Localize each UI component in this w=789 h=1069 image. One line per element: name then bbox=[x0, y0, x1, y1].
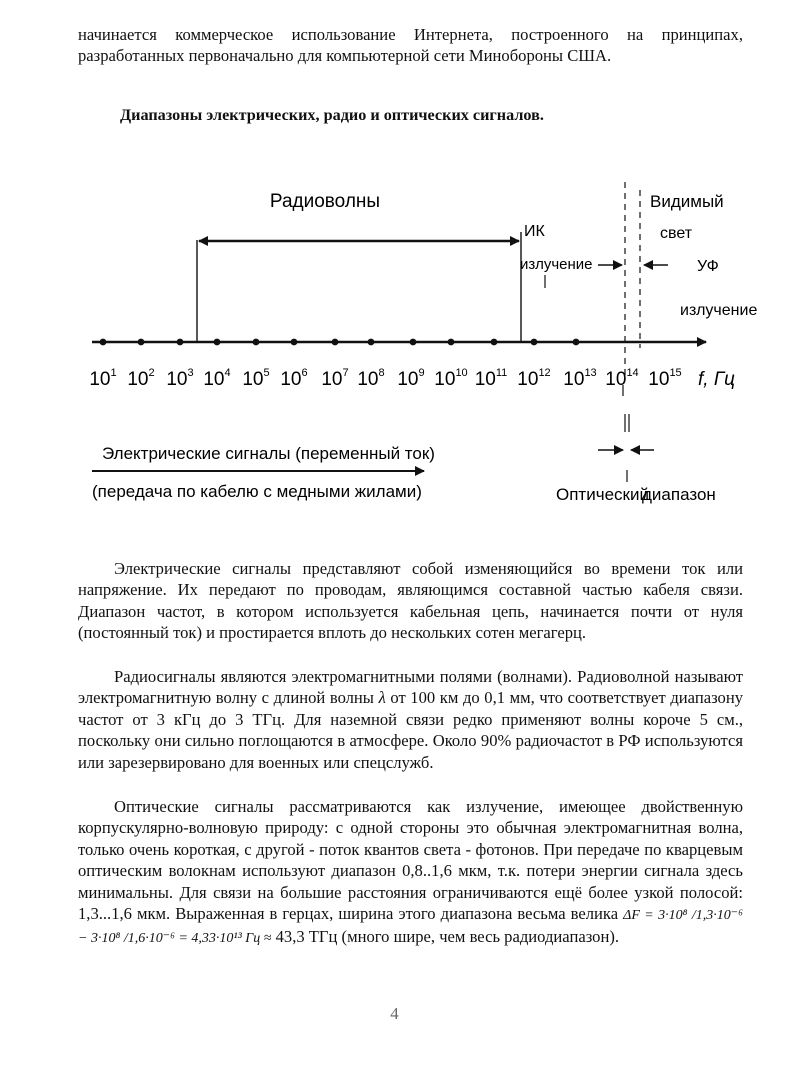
axis-dot-10 bbox=[448, 339, 455, 346]
tick-label-1e14: $10^{14}$ bbox=[605, 367, 639, 390]
axis-dot-2 bbox=[138, 339, 145, 346]
tick-label-1e12: $10^{12}$ bbox=[517, 367, 551, 390]
axis-dot-3 bbox=[177, 339, 184, 346]
bandwidth-formula: ΔF = 3·10⁸ /1,3·10⁻⁶ − 3·10⁸ /1,6·10⁻⁶ = 4,33·10¹³ Гц ≈ bbox=[78, 908, 744, 947]
axis-dot-5 bbox=[253, 339, 260, 346]
axis-dot-7 bbox=[332, 339, 339, 346]
tick-label-1e6: $10^6$ bbox=[280, 367, 308, 390]
tick-label-1e9: $10^9$ bbox=[397, 367, 425, 390]
axis-dot-11 bbox=[491, 339, 498, 346]
axis-dot-9 bbox=[410, 339, 417, 346]
electrical-signals-label: Электрические сигналы (переменный ток) bbox=[102, 444, 435, 463]
axis-tick-labels bbox=[89, 367, 681, 390]
optical-signals-paragraph bbox=[78, 796, 743, 950]
tick-label-1e13: $10^{13}$ bbox=[563, 367, 597, 390]
ir-label-line1: ИК bbox=[524, 223, 545, 240]
page-number: 4 bbox=[390, 1004, 399, 1023]
frequency-spectrum-diagram bbox=[0, 170, 789, 530]
axis-dot-12 bbox=[531, 339, 538, 346]
tick-label-1e10: $10^{10}$ bbox=[434, 367, 468, 390]
axis-unit-label: f, Гц bbox=[698, 369, 736, 390]
tick-label-1e1: $10^1$ bbox=[89, 367, 117, 390]
optical-paragraph-part1: Оптические сигналы рассматриваются как излучение, имеющее двойственную корпускулярно-волновую природу: с одной стороны это обычная электромагнитная волна, только очень короткая, с другой - поток квантов света - фотонов. При передаче по кварцевым оптическим волокнам используют диапазон 0,8..1,6 мкм, т.к. потери энергии сигнала здесь минимальны. Для связи на большие расстояния ограничиваются ещё более узкой полосой: 1,3...1,6 мкм. Выраженная в герцах, ширина этого диапазона весьма велика bbox=[78, 797, 743, 924]
electrical-signals-sublabel: (передача по кабелю с медными жилами) bbox=[92, 482, 422, 501]
range-label: диапазон bbox=[642, 485, 716, 504]
tick-label-1e11: $10^{11}$ bbox=[474, 367, 508, 390]
electrical-signals-paragraph: Электрические сигналы представляют собой изменяющийся во времени ток или напряжение. Их передают по проводам, являющимся составной частью кабеля связи. Диапазон частот, в котором используется кабельная цепь, начинается почти от нуля (постоянный ток) и простирается вплоть до нескольких сотен мегагерц. bbox=[78, 559, 743, 643]
tick-label-1e8: $10^8$ bbox=[357, 367, 385, 390]
intro-text: начинается коммерческое использование Интернета, построенного на принципах, разработанных первоначально для компьютерной сети Минобороны США. bbox=[78, 25, 743, 66]
ir-label-line2: излучение bbox=[520, 256, 593, 273]
tick-label-1e2: $10^2$ bbox=[127, 367, 155, 390]
tick-label-1e4: $10^4$ bbox=[203, 367, 231, 390]
tick-label-1e7: $10^7$ bbox=[321, 367, 349, 390]
axis-dot-8 bbox=[368, 339, 375, 346]
lambda-symbol: λ bbox=[378, 688, 386, 708]
tick-label-1e15: $10^{15}$ bbox=[648, 367, 682, 390]
radio-paragraph-part1: Радиосигналы являются электромагнитными полями (волнами). Радиоволной называют электромагнитную волну с длиной волны bbox=[78, 667, 743, 708]
radio-paragraph-part2: от 100 км до 0,1 мм, что соответствует диапазону частот от 3 кГц до 3 ТГц. Для наземной связи редко применяют волны короче 5 см., поскольку они сильно поглощаются в атмосфере. Около 90% радиочастот в РФ используются или зарезервировано для военных или спецслужб. bbox=[78, 688, 743, 772]
section-heading: Диапазоны электрических, радио и оптических сигналов. bbox=[120, 106, 544, 124]
axis-dot-6 bbox=[291, 339, 298, 346]
axis-dot-13 bbox=[573, 339, 580, 346]
tick-label-1e3: $10^3$ bbox=[166, 367, 194, 390]
uv-label-line2: излучение bbox=[680, 302, 758, 319]
axis-dot-4 bbox=[214, 339, 221, 346]
radio-signals-paragraph bbox=[78, 666, 743, 773]
uv-label-line1: УФ bbox=[697, 258, 719, 275]
visible-light-label-line1: Видимый bbox=[650, 192, 724, 211]
tick-label-1e5: $10^5$ bbox=[242, 367, 270, 390]
optical-label: Оптический bbox=[556, 485, 649, 504]
axis-dot-1 bbox=[100, 339, 107, 346]
radio-waves-label: Радиоволны bbox=[269, 191, 381, 212]
visible-light-label-line2: свет bbox=[660, 225, 693, 242]
optical-paragraph-part2: 43,3 ТГц (много шире, чем весь радиодиапазон). bbox=[275, 927, 619, 947]
